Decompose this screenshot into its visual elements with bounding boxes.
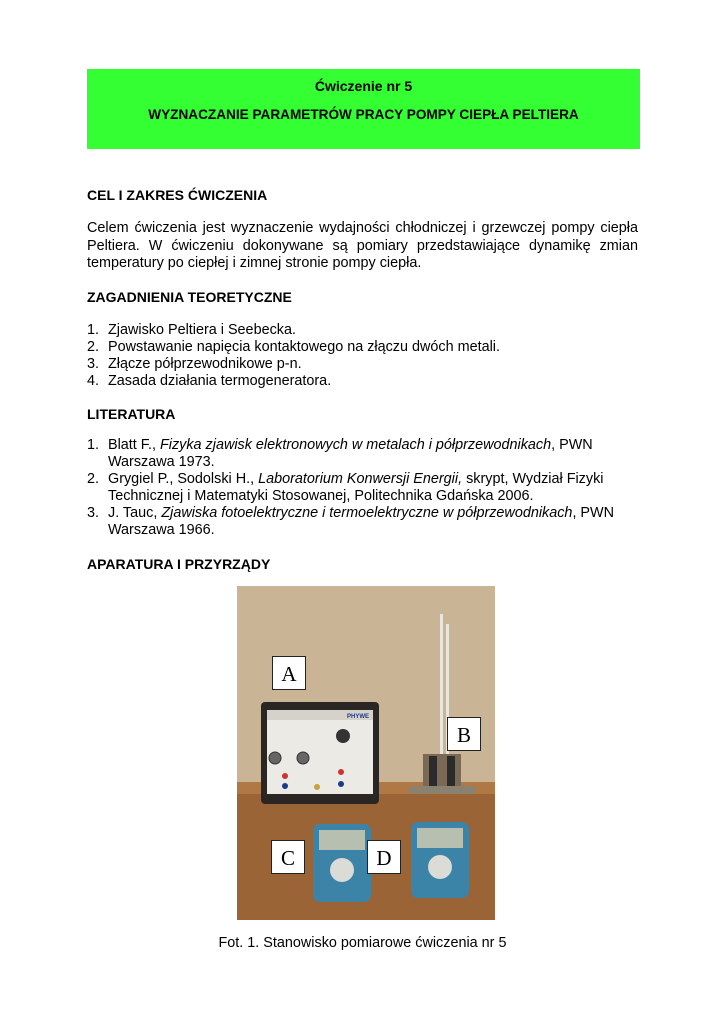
list-item: 2. Grygiel P., Sodolski H., Laboratorium Konwersji Energii, skrypt, Wydział Fizyki Technicznej i Matematyki Stosowanej, Politechnika Gdańska 2006.	[87, 471, 604, 504]
device-label: PHYWE	[347, 714, 370, 720]
list-item: 2. Powstawanie napięcia kontaktowego na złączu dwóch metali.	[87, 339, 500, 355]
label-a: A	[272, 656, 306, 690]
theory-list	[87, 322, 647, 390]
label-d: D	[367, 840, 401, 874]
goal-heading: CEL I ZAKRES ĆWICZENIA	[87, 187, 268, 203]
goal-paragraph: Celem ćwiczenia jest wyznaczenie wydajności chłodniczej i grzewczej pompy ciepła Peltiera. W ćwiczeniu dokonywane są pomiary przedstawiające dynamikę zmian temperatury po ciepłej i zimnej stronie pompy ciepła.	[87, 220, 638, 271]
theory-heading: ZAGADNIENIA TEORETYCZNE	[87, 289, 292, 305]
apparatus-heading: APARATURA I PRZYRZĄDY	[87, 556, 271, 572]
label-b: B	[447, 717, 481, 751]
literature-heading: LITERATURA	[87, 406, 176, 422]
list-item: 1. Blatt F., Fizyka zjawisk elektronowych w metalach i półprzewodnikach, PWN Warszawa 1973.	[87, 437, 593, 470]
label-c: C	[271, 840, 305, 874]
list-item: 3. J. Tauc, Zjawiska fotoelektryczne i termoelektryczne w półprzewodnikach, PWN Warszawa 1966.	[87, 505, 615, 538]
photo-caption: Fot. 1. Stanowisko pomiarowe ćwiczenia nr 5	[218, 935, 507, 951]
apparatus-photo	[237, 586, 495, 920]
exercise-number: Ćwiczenie nr 5	[314, 78, 413, 94]
list-item: 1. Zjawisko Peltiera i Seebecka.	[87, 322, 296, 338]
exercise-title: WYZNACZANIE PARAMETRÓW PRACY POMPY CIEPŁA PELTIERA	[148, 107, 579, 122]
list-item: 4. Zasada działania termogeneratora.	[87, 373, 332, 389]
literature-list	[87, 437, 632, 539]
title-banner	[87, 69, 640, 149]
list-item: 3. Złącze półprzewodnikowe p-n.	[87, 356, 302, 372]
